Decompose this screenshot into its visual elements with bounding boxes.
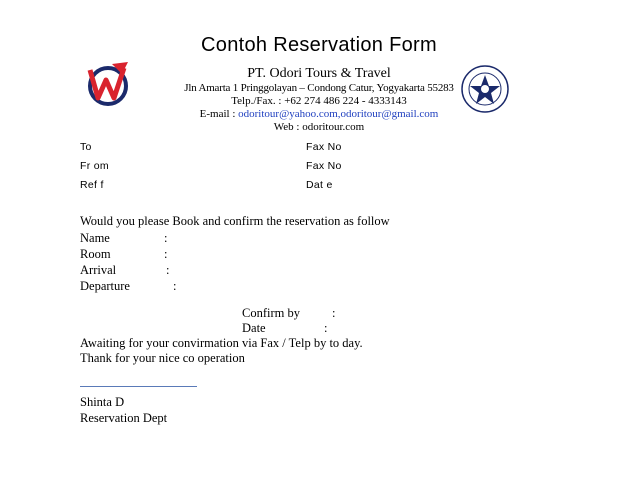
room-label: Room: [80, 247, 111, 261]
ref-label: Ref f: [80, 179, 104, 191]
company-email: [0, 108, 638, 120]
signature-dept: Reservation Dept: [80, 411, 168, 425]
thanks-text: Thank for your nice co operation: [80, 351, 245, 365]
fax-no-label-1: Fax No: [306, 141, 342, 153]
departure-colon: :: [173, 279, 177, 293]
awaiting-text: Awaiting for your convirmation via Fax / Telp by to day.: [80, 336, 363, 350]
departure-label: Departure: [80, 279, 130, 293]
page-title: Contoh Reservation Form: [201, 34, 437, 56]
company-web: Web : odoritour.com: [273, 121, 365, 133]
confirm-date-label: Date: [242, 321, 266, 335]
from-label: Fr om: [80, 160, 109, 172]
arrival-label: Arrival: [80, 263, 117, 277]
name-colon: :: [164, 231, 168, 245]
fax-no-label-2: Fax No: [306, 160, 342, 172]
signature-divider: [80, 386, 197, 387]
confirm-by-label: Confirm by: [242, 306, 300, 320]
confirm-date-colon: :: [324, 321, 328, 335]
company-name: PT. Odori Tours & Travel: [247, 66, 391, 81]
email-label: E-mail :: [199, 108, 239, 120]
asita-seal-icon: [460, 64, 510, 114]
intro-text: Would you please Book and confirm the reservation as follow: [80, 214, 390, 228]
name-label: Name: [80, 231, 110, 245]
arrival-colon: :: [166, 263, 170, 277]
date-field-label: Dat e: [306, 179, 333, 191]
company-telp: Telp./Fax. : +62 274 486 224 - 4333143: [231, 95, 407, 107]
confirm-by-colon: :: [332, 306, 336, 320]
room-colon: :: [164, 247, 168, 261]
to-label: To: [80, 141, 92, 153]
signature-name: Shinta D: [80, 395, 125, 409]
company-address: Jln Amarta 1 Pringgolayan – Condong Catur, Yogyakarta 55283: [184, 82, 454, 94]
email-links[interactable]: odoritour@yahoo.com,odoritour@gmail.com: [238, 108, 439, 120]
